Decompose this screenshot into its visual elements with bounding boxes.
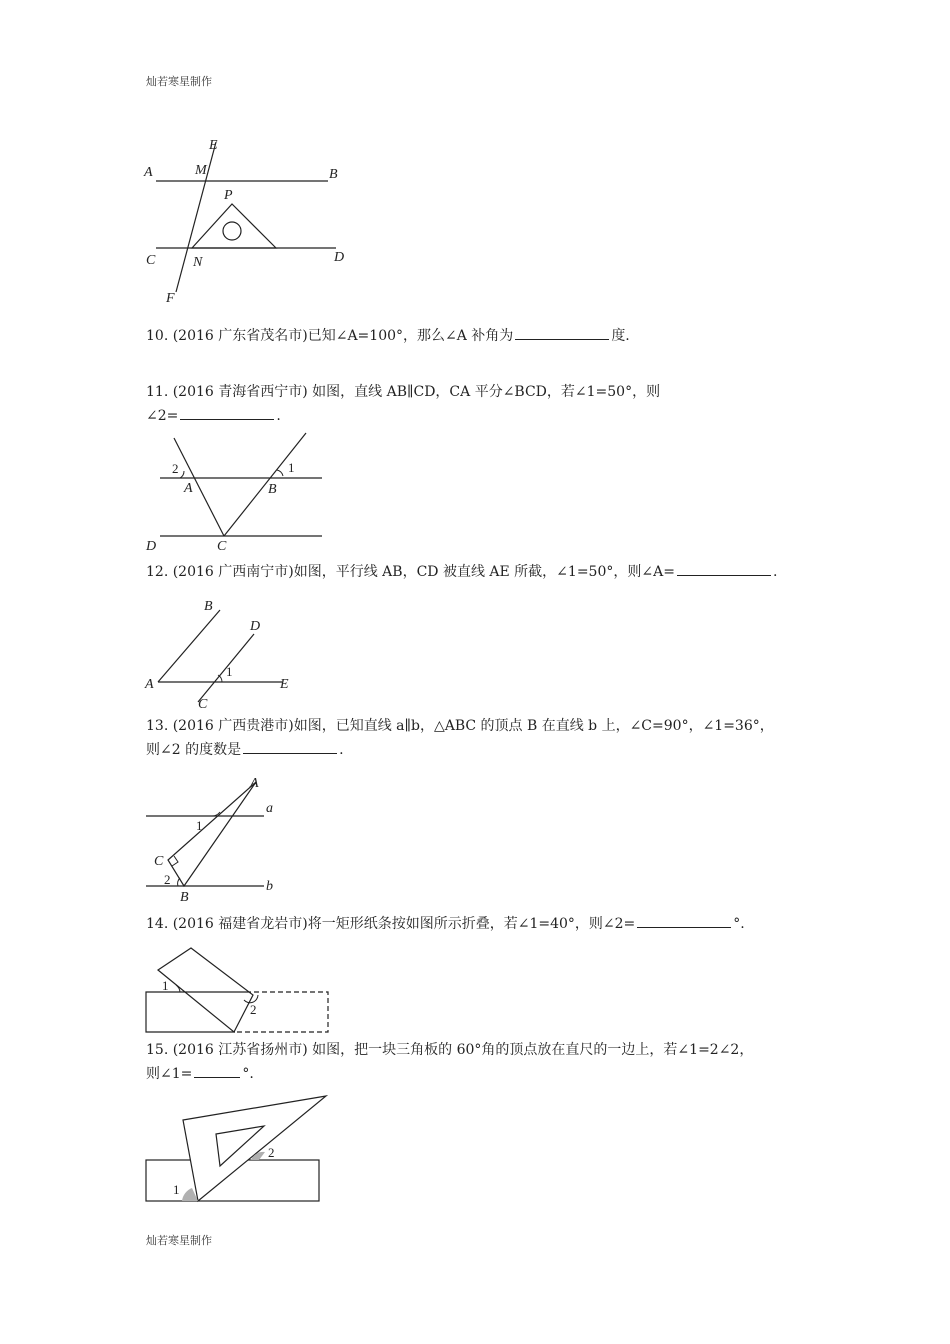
label-A: A bbox=[144, 165, 153, 180]
label-E: E bbox=[209, 138, 218, 153]
question-10 bbox=[146, 324, 816, 348]
figure-q14 bbox=[140, 944, 340, 1036]
question-13-tail: . bbox=[339, 742, 344, 758]
question-10-text: 10. (2016 广东省茂名市)已知∠A=100°，那么∠A 补角为 bbox=[146, 328, 514, 344]
label-C: C bbox=[198, 697, 208, 712]
label-B: B bbox=[204, 599, 213, 614]
label-2: 2 bbox=[164, 872, 171, 887]
question-11 bbox=[146, 380, 816, 428]
label-b: b bbox=[266, 879, 273, 894]
label-E: E bbox=[280, 677, 289, 692]
label-B: B bbox=[268, 482, 277, 497]
question-15-line1: 15. (2016 江苏省扬州市) 如图，把一块三角板的 60°角的顶点放在直尺的一边上，若∠1=2∠2， bbox=[146, 1042, 754, 1058]
question-11-line1: 11. (2016 青海省西宁市) 如图，直线 AB∥CD，CA 平分∠BCD，若∠1=50°，则 bbox=[146, 384, 661, 400]
answer-blank-13[interactable] bbox=[243, 738, 337, 754]
label-1: 1 bbox=[173, 1182, 180, 1197]
answer-blank-14[interactable] bbox=[637, 912, 731, 928]
answer-blank-15[interactable] bbox=[194, 1062, 240, 1078]
label-2: 2 bbox=[268, 1145, 275, 1160]
label-2: 2 bbox=[250, 1002, 257, 1017]
label-1: 1 bbox=[288, 460, 295, 475]
question-12 bbox=[146, 560, 816, 584]
label-D: D bbox=[250, 619, 261, 634]
label-D: D bbox=[146, 539, 157, 554]
figure-q13 bbox=[140, 772, 290, 905]
question-11-tail: . bbox=[276, 408, 281, 424]
label-C: C bbox=[217, 539, 227, 554]
answer-blank-11[interactable] bbox=[180, 404, 274, 420]
question-13-line1: 13. (2016 广西贵港市)如图，已知直线 a∥b，△ABC 的顶点 B 在直线 b 上，∠C=90°，∠1=36°， bbox=[146, 718, 774, 734]
question-12-text: 12. (2016 广西南宁市)如图，平行线 AB，CD 被直线 AE 所截，∠1=50°，则∠A= bbox=[146, 564, 675, 580]
figure-q11 bbox=[140, 430, 330, 554]
page-header: 灿若寒星制作 bbox=[146, 75, 212, 88]
question-10-tail: 度. bbox=[611, 328, 630, 344]
label-1: 1 bbox=[226, 664, 233, 679]
label-A: A bbox=[250, 776, 259, 791]
figure-q12 bbox=[140, 596, 310, 712]
label-a: a bbox=[266, 801, 273, 816]
label-D: D bbox=[334, 250, 345, 265]
question-14 bbox=[146, 912, 816, 936]
label-M: M bbox=[195, 163, 207, 178]
label-1: 1 bbox=[196, 818, 203, 833]
label-1: 1 bbox=[162, 978, 169, 993]
label-B: B bbox=[180, 890, 189, 905]
question-15-line2: 则∠1= bbox=[146, 1066, 193, 1082]
question-13 bbox=[146, 714, 816, 762]
label-2: 2 bbox=[172, 461, 179, 476]
figure-q15 bbox=[140, 1090, 340, 1206]
label-A: A bbox=[145, 677, 154, 692]
question-14-text: 14. (2016 福建省龙岩市)将一矩形纸条按如图所示折叠，若∠1=40°，则∠2= bbox=[146, 916, 636, 932]
label-B: B bbox=[329, 167, 338, 182]
page-footer: 灿若寒星制作 bbox=[146, 1234, 212, 1247]
question-14-tail: °. bbox=[733, 916, 745, 932]
label-N: N bbox=[193, 255, 203, 270]
figure-parallel-lines-triangle bbox=[140, 132, 360, 312]
label-A: A bbox=[184, 481, 193, 496]
question-15-tail: °. bbox=[242, 1066, 254, 1082]
label-P: P bbox=[224, 188, 233, 203]
question-12-tail: . bbox=[772, 564, 778, 580]
label-C: C bbox=[154, 854, 164, 869]
label-C: C bbox=[146, 253, 156, 268]
question-13-line2: 则∠2 的度数是 bbox=[146, 742, 242, 758]
label-F: F bbox=[166, 291, 175, 306]
answer-blank-12[interactable] bbox=[677, 560, 771, 576]
answer-blank-10[interactable] bbox=[515, 324, 609, 340]
question-11-line2: ∠2= bbox=[146, 408, 179, 424]
question-15 bbox=[146, 1038, 816, 1086]
